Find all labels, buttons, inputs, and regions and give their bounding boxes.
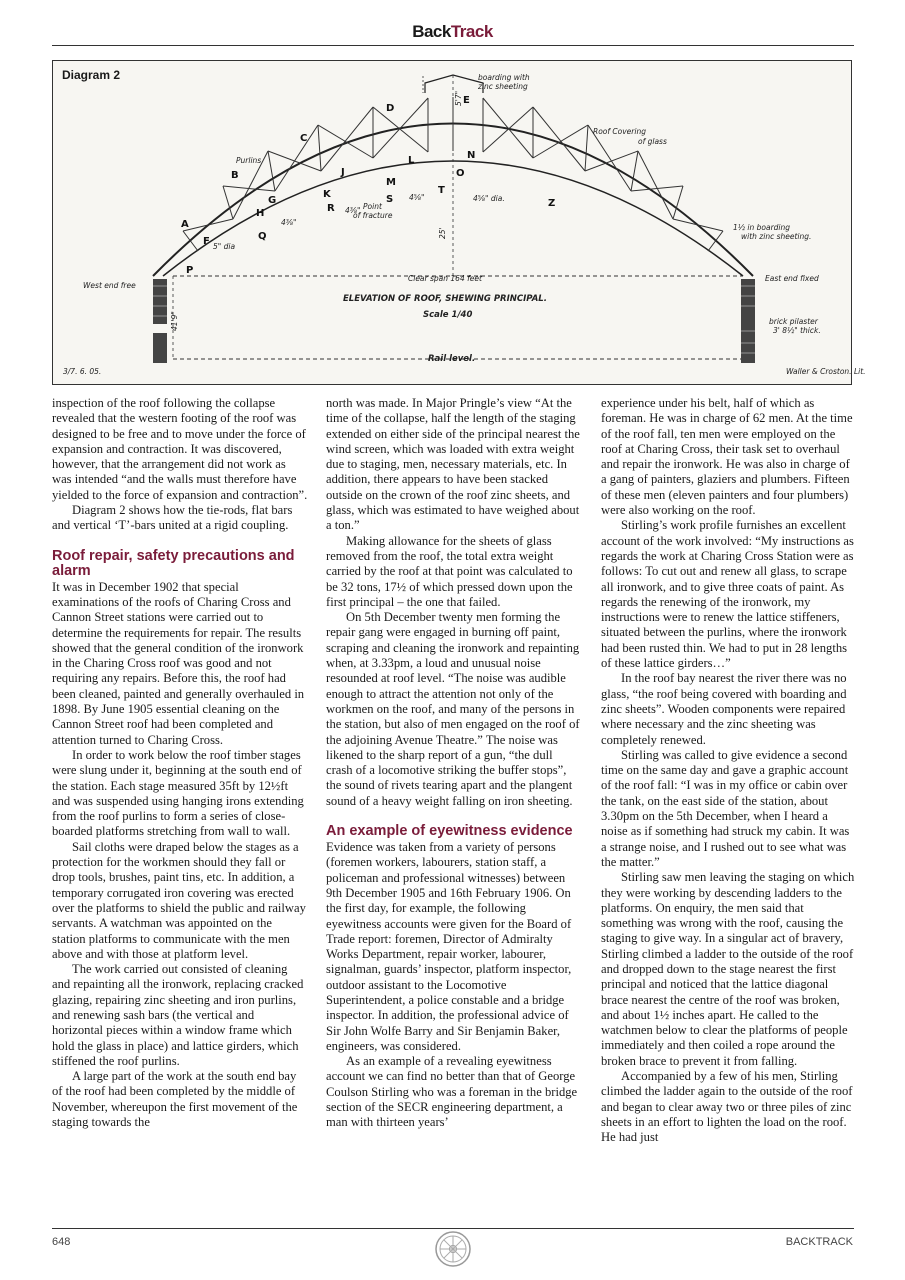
ann-height-25: 25' [438,227,447,239]
col2-p5: As an example of a revealing eyewitness account we can find no better than that of George Coulson Stirling who was a foreman in the bridge section of the SECR engineering department, a man with thirteen years’ [326,1054,578,1130]
col1-p1: inspection of the roof following the collapse revealed that the western footing of the roof was designed to be free and to move under the force of expansion and contraction. It was discovered, however, that the arrangement did not work as was intended “and the walls must therefore have yielded to the force of expansion and contraction”. [52,396,308,502]
member-letter-n: N [467,150,476,161]
col3-p3: In the roof bay nearest the river there was no glass, “the roof being covered with boarding and zinc sheets”. Wooden components were repaired where necessary and the zinc sheeting was completely renewed. [601,671,847,747]
col1-p4: In order to work below the roof timber stages were slung under it, beginning at the south end of the station. Each stage measured 35ft by 12½ft and was suspended using hanging irons extending from the roof purlins to form a series of close-boarded platforms stretching from wall to wall. [52,747,304,839]
ann-rail-level: Rail level. [428,354,476,364]
ann-height-5: 5'7" [454,90,463,106]
column-2 [326,396,582,1131]
col3-p5: Stirling saw men leaving the staging on which they were working by descending ladders to the platforms. On enquiry, the men said that something was wrong with the roof, causing the staging to give way. In a singular act of bravery, Stirling climbed a ladder to the outside of the roof and dropped down to the stage nearest the first principal and noticed that the lattice diagonal brace nearest the centre of the roof was broken, and about 1½ inches apart. He called to the watchmen below to clear the platforms of people immediately and then coiled a rope around the broken brace to prevent it from falling. [601,870,855,1068]
ann-elevation: ELEVATION OF ROOF, SHEWING PRINCIPAL. [343,294,547,304]
ann-dia-4: 4⅝" [409,193,425,202]
member-letter-m: M [386,177,396,188]
ann-boarding-right: 1½ in boarding [733,223,791,232]
masthead-back: Back [412,22,451,41]
member-letter-g: G [268,195,277,206]
col1-p6: The work carried out consisted of cleaning and repainting all the ironwork, replacing cracked glazing, repairing zinc sheeting and iron purlins, and renewing sash bars (the vertical and horizontal pieces within a window frame which hold the glass in place) and lattice girders, which stiffened the roof purlins. [52,962,304,1068]
col2-p2: Making allowance for the sheets of glass removed from the roof, the total extra weight carried by the roof at that point was calculated to be 32 tons, 17½ of which pressed down upon the first principal – the one that failed. [326,533,573,609]
col3-p2: Stirling’s work profile furnishes an excellent account of the work involved: “My instructions as regards the work at Charing Cross Station were as follows: To cut out and renew all glass, to scrape all ironwork, and to give three coats of paint. As regards the renewing of the ironwork, my instructions were to renew the lattice stiffeners, situated between the purlins, where the ironwork had been rusted thin. We had to put in 28 lengths of these lattice girders…” [601,518,854,671]
ann-brick-thick: 3' 8½" thick. [773,326,821,335]
ann-boarding: boarding with [478,73,530,82]
member-letter-d: D [386,103,395,114]
ann-roof-covering: Roof Covering [593,127,646,136]
col3-p6: Accompanied by a few of his men, Stirling climbed the ladder again to the outside of the roof and began to clear away two or three piles of zinc sheets in an effort to lighten the load on the roof. He had just [601,1069,853,1145]
member-letter-a: A [181,219,189,230]
member-letter-r: R [327,203,335,214]
footer-publication: BACKTRACK [785,1236,853,1248]
col1-p7: A large part of the work at the south end bay of the roof had been completed by the middle of November, whereupon the first movement of the staging towards the [52,1069,298,1130]
column-1 [52,396,308,1130]
ann-brick-pilaster: brick pilaster [769,317,818,326]
footer-rule [52,1228,854,1229]
ann-boarding-right2: with zinc sheeting. [741,232,812,241]
ann-scale: Scale 1/40 [423,310,473,320]
ann-dia-3: 4⅜" [345,206,361,215]
member-letter-k: K [323,189,331,200]
member-letter-p: P [186,265,194,276]
ann-of-fracture: of fracture [353,211,393,220]
ann-height-41: 41'9" [170,311,179,331]
member-letter-h: H [256,208,265,219]
col2-p1: north was made. In Major Pringle’s view “At the time of the collapse, half the length of the staging extended on either side of the principal nearest the wind screen, which was loaded with extra weight due to staging, men, necessary materials, etc. In addition, there appears to have been stacked outside on the crown of the roof zinc sheets, and glass, which was estimated to have weighed about a ton.” [326,396,580,533]
ann-clear-span: Clear span 164 feet [408,274,482,283]
wheel-emblem-icon [434,1230,472,1268]
ann-purlins: Purlins [236,156,262,165]
col2-p3: On 5th December twenty men forming the repair gang were engaged in burning off paint, scraping and cleaning the ironwork and repainting when, at 3.33pm, a loud and unusual noise resounded at roof level. “The noise was audible enough to attract the attention not only of the workmen on the roof, and many of the persons in the station, but also of men engaged on the roof of the adjoining Avenue Theatre.” The noise was likened to the sharp report of a gun, “the dull crash of a locomotive striking the buffer stops”, the sound of rivets tearing apart and the plangent sound of a heavy weight falling on iron sheeting. [326,610,580,808]
member-letter-t: T [438,185,445,196]
member-letter-o: O [456,168,465,179]
ann-point: Point [363,202,382,211]
member-letter-l: L [408,155,415,166]
member-letter-e: E [463,95,470,106]
member-letter-j: J [341,167,345,178]
member-letter-s: S [386,194,394,205]
ann-east-end: East end fixed [765,274,819,283]
ann-corner-right: Waller & Croston. Lit. [786,367,866,376]
column-3 [601,396,857,1146]
ann-dia-2: 4⅜" [281,218,297,227]
member-letter-b: B [231,170,239,181]
col1-p2: Diagram 2 shows how the tie-rods, flat bars and vertical ‘T’-bars united at a rigid coupling. [52,503,293,533]
page-number: 648 [52,1236,71,1248]
header-rule [52,45,854,46]
ann-zinc-sheeting: zinc sheeting [478,82,528,91]
member-letter-c: C [300,133,308,144]
col1-p3: It was in December 1902 that special examinations of the roofs of Charing Cross and Cannon Street stations were carried out to determine the requirements for repair. The results showed that the general condition of the ironwork in the Charing Cross roof was good and not requiring any repairs. Before this, the roof had been cleaned, painted and generally overhauled in 1898. By June 1905 essential cleaning on the Cannon Street roof had been completed and attention turned to Charing Cross. [52,579,305,747]
ann-of-glass: of glass [638,137,667,146]
masthead-track: Track [450,22,493,41]
heading-roof-repair: Roof repair, safety precautions and alarm [52,547,295,579]
masthead [0,22,905,42]
diagram-2 [52,60,866,385]
ann-dia-1: 5" dia [213,242,236,251]
ann-corner-left: 3/7. 6. 05. [63,367,102,376]
col3-p1: experience under his belt, half of which as foreman. He was in charge of 62 men. At the time of the roof fall, ten men were employed on the roof at Charing Cross, their task set to overhaul and repair the ironwork. He was also in charge of a gang of painters, glaziers and plumbers. Fifteen of these men (eleven painters and four plumbers) were also working on the roof. [601,396,853,518]
diagram-label: Diagram 2 [62,68,121,82]
col2-p4: Evidence was taken from a variety of persons (foremen workers, labourers, station staff, a policeman and professional witnesses) between 9th December 1905 and 16th February 1906. On the first day, for example, the following eyewitness accounts were given for the Board of Trade report: foremen, Director of Admiralty Works Department, repair worker, labourer, signalman, guards’ inspector, platform inspector, outdoor assistant to the Locomotive Superintendent, a police constable and a bridge inspector. In addition, the professional advice of Sir John Wolfe Barry and Sir Benjamin Baker, engineers, was considered. [326,840,572,1053]
ann-dia-5: 4⅝" dia. [473,194,505,203]
ann-west-end: West end free [83,281,136,290]
col1-p5: Sail cloths were draped below the stages as a protection for the workmen should they fall or drop tools, brushes, paint tins, etc. In addition, a temporary corrugated iron covering was erected over the platforms to shield the public and railway servants. A watchman was appointed on the station platforms to communicate with the men above and with those at platform level. [52,839,306,961]
member-letter-f: F [203,236,210,247]
col3-p4: Stirling was called to give evidence a second time on the same day and gave a graphic account of the roof fall: “I was in my office or cabin over the tank, on the east side of the station, about 3.30pm on the 5th December, when I heard a noise as if something had struck my cabin. It was a strange noise, and I rushed out to see what was the matter.” [601,747,850,869]
roof-elevation-drawing [53,61,866,386]
member-letter-z: Z [548,198,556,209]
heading-eyewitness: An example of eyewitness evidence [326,823,573,840]
member-letter-q: Q [258,231,267,242]
